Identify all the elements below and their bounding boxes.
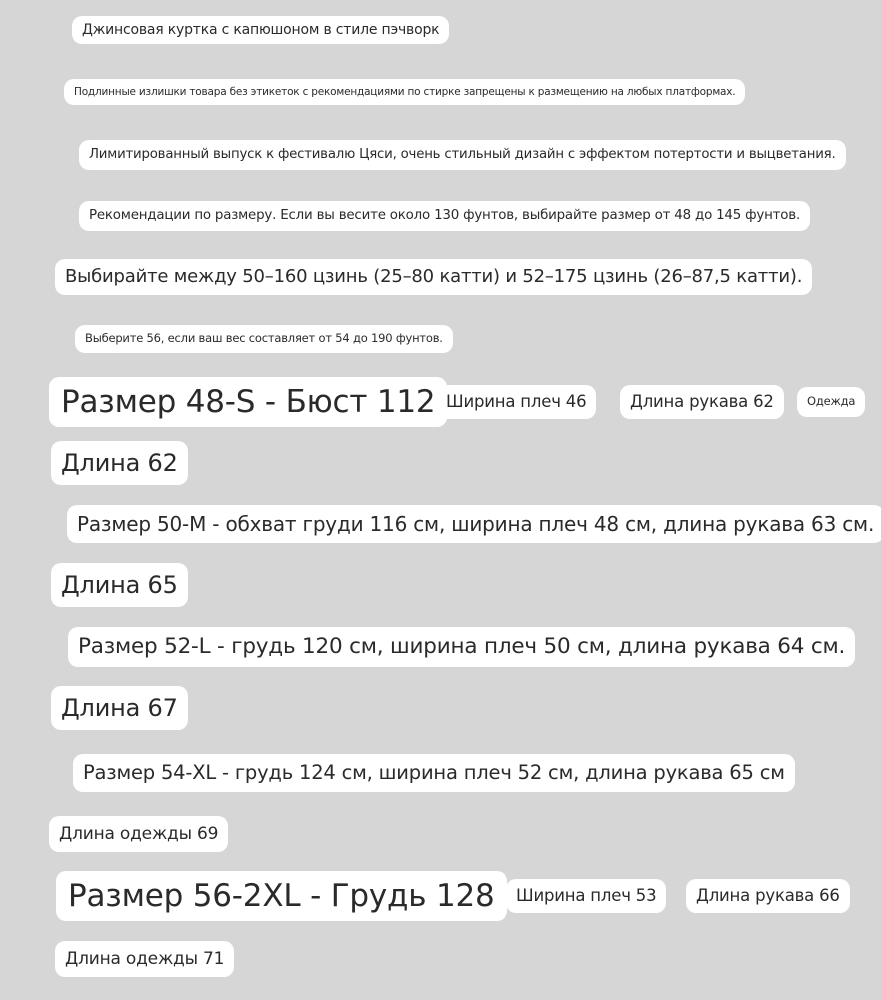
size-48-clothing-label: Одежда <box>797 387 865 417</box>
size-56-sleeve: Длина рукава 66 <box>686 879 850 913</box>
size-recommendation-text: Рекомендации по размеру. Если вы весите около 130 фунтов, выбирайте размер от 48 до 145 фунтов. <box>79 201 810 231</box>
size-54-title: Размер 54-XL - грудь 124 см, ширина плеч 52 см, длина рукава 65 см <box>73 754 795 792</box>
weight-range-text: Выбирайте между 50–160 цзинь (25–80 катти) и 52–175 цзинь (26–87,5 катти). <box>55 259 812 295</box>
size-48-shoulder: Ширина плеч 46 <box>436 385 596 419</box>
notice-text: Подлинные излишки товара без этикеток с рекомендациями по стирке запрещены к размещению на любых платформах. <box>64 79 745 105</box>
size-50-length: Длина 65 <box>51 563 188 607</box>
size-56-recommendation-text: Выберите 56, если ваш вес составляет от 54 до 190 фунтов. <box>75 325 453 353</box>
size-56-shoulder: Ширина плеч 53 <box>506 879 666 913</box>
limited-edition-text: Лимитированный выпуск к фестивалю Цяси, очень стильный дизайн с эффектом потертости и выцветания. <box>79 140 846 170</box>
size-48-sleeve: Длина рукава 62 <box>620 385 784 419</box>
size-50-title: Размер 50-M - обхват груди 116 см, ширина плеч 48 см, длина рукава 63 см. <box>67 505 881 543</box>
size-52-title: Размер 52-L - грудь 120 см, ширина плеч 50 см, длина рукава 64 см. <box>68 627 855 667</box>
size-48-length: Длина 62 <box>51 441 188 485</box>
size-56-length: Длина одежды 71 <box>55 941 234 977</box>
product-title: Джинсовая куртка с капюшоном в стиле пэчворк <box>72 16 449 44</box>
size-48-title: Размер 48-S - Бюст 112 <box>49 377 447 427</box>
size-52-length: Длина 67 <box>51 686 188 730</box>
size-56-title: Размер 56-2XL - Грудь 128 <box>56 871 507 921</box>
size-54-length: Длина одежды 69 <box>49 816 228 852</box>
